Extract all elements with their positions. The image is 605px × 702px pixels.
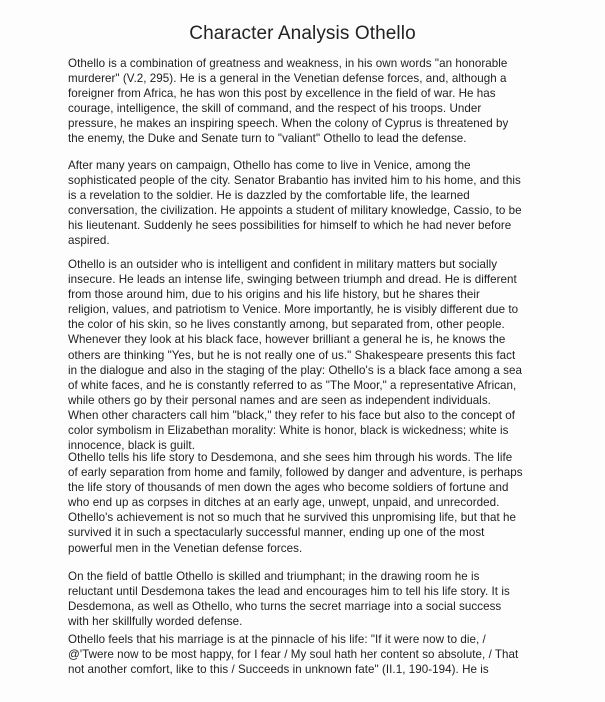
text-line: pressure, he makes an inspiring speech. When the colony of Cyprus is threatened by <box>68 117 509 131</box>
text-line: After many years on campaign, Othello has come to live in Venice, among the <box>68 159 471 172</box>
document-title: Character Analysis Othello <box>189 23 416 44</box>
text-line: courage, intelligence, the skill of command, and the respect of his troops. Under <box>68 102 482 116</box>
text-line: of white faces, and he is constantly referred to as "The Moor," a representative African, <box>68 378 517 392</box>
text-line: color symbolism in Elizabethan morality: White is honor, black is wickedness; white is <box>68 424 509 438</box>
text-line: aspired. <box>68 234 110 248</box>
text-line: @'Twere now to be most happy, for I fear / My soul hath her content so absolute, / That <box>68 648 519 662</box>
text-line: with her skillfully worded defense. <box>68 615 243 629</box>
paragraph <box>68 56 548 147</box>
text-line: Othello is a combination of greatness and weakness, in his own words "an honorable <box>68 57 508 70</box>
text-line: Whenever they look at his black face, however brilliant a general he is, he knows the <box>68 333 506 347</box>
text-line: the life story of thousands of men down the ages who become soldiers of fortune and <box>68 481 509 495</box>
text-line: Othello tells his life story to Desdemona, and she sees him through his words. The life <box>68 451 513 464</box>
text-line: foreigner from Africa, he has won this post by excellence in the field of war. He has <box>68 87 496 101</box>
text-line: When other characters call him "black," they refer to his face but also to the concept of <box>68 408 516 422</box>
text-line: not another comfort, like to this / Succeeds in unknown fate" (II.1, 190-194). He is <box>68 663 489 677</box>
text-line: from those around him, due to his origins and his life history, but he shares their <box>68 288 480 302</box>
text-line: survived it in such a spectacularly successful manner, ending up one of the most <box>68 526 485 540</box>
text-line: innocence, black is guilt. <box>68 439 195 453</box>
paragraph <box>68 158 548 249</box>
text-line: in the dialogue and also in the staging of the play: Othello's is a black face among a sea <box>68 363 523 377</box>
text-line: Othello feels that his marriage is at the pinnacle of his life: "If it were now to die, / <box>68 633 486 646</box>
paragraph <box>68 632 548 677</box>
text-line: insecure. He leads an intense life, swinging between triumph and dread. He is different <box>68 273 517 287</box>
paragraph <box>68 569 548 629</box>
text-line: Othello is an outsider who is intelligent and confident in military matters but socially <box>68 258 498 271</box>
text-line: Othello's achievement is not so much that he survived this unpromising life, but that he <box>68 511 517 525</box>
text-line: his lieutenant. Suddenly he sees possibilities for himself to which he had never before <box>68 219 512 233</box>
text-line: powerful men in the Venetian defense forces. <box>68 541 303 555</box>
text-line: the color of his skin, so he lives constantly among, but separated from, other people. <box>68 318 505 332</box>
text-line: others are thinking "Yes, but he is not really one of us." Shakespeare presents this fact <box>68 348 516 362</box>
text-line: On the field of battle Othello is skilled and triumphant; in the drawing room he is <box>68 570 480 583</box>
text-line: religion, values, and patriotism to Venice. More importantly, he is visibly different due to <box>68 303 519 317</box>
text-line: sophisticated people of the city. Senator Brabantio has invited him to his home, and this <box>68 174 521 188</box>
paragraph <box>68 257 548 453</box>
text-line: is a revelation to the soldier. He is dazzled by the comfortable life, the learned <box>68 189 470 203</box>
text-line: murderer" (V.2, 295). He is a general in the Venetian defense forces, and, although a <box>68 72 507 86</box>
text-line: of early separation from home and family, followed by danger and adventure, is perhaps <box>68 466 523 480</box>
paragraph <box>68 450 548 556</box>
text-line: reluctant until Desdemona takes the lead and encourages him to tell his life story. It is <box>68 585 510 599</box>
text-line: Desdemona, as well as Othello, who turns the secret marriage into a social success <box>68 600 502 614</box>
text-line: the enemy, the Duke and Senate turn to "valiant" Othello to lead the defense. <box>68 132 467 146</box>
text-line: conversation, the civilization. He appoints a student of military knowledge, Cassio, to be <box>68 204 522 218</box>
text-line: while others go by their personal names and are seen as independent individuals. <box>68 393 491 407</box>
text-line: who end up as corpses in ditches at an early age, unwept, unpaid, and unrecorded. <box>68 496 500 510</box>
